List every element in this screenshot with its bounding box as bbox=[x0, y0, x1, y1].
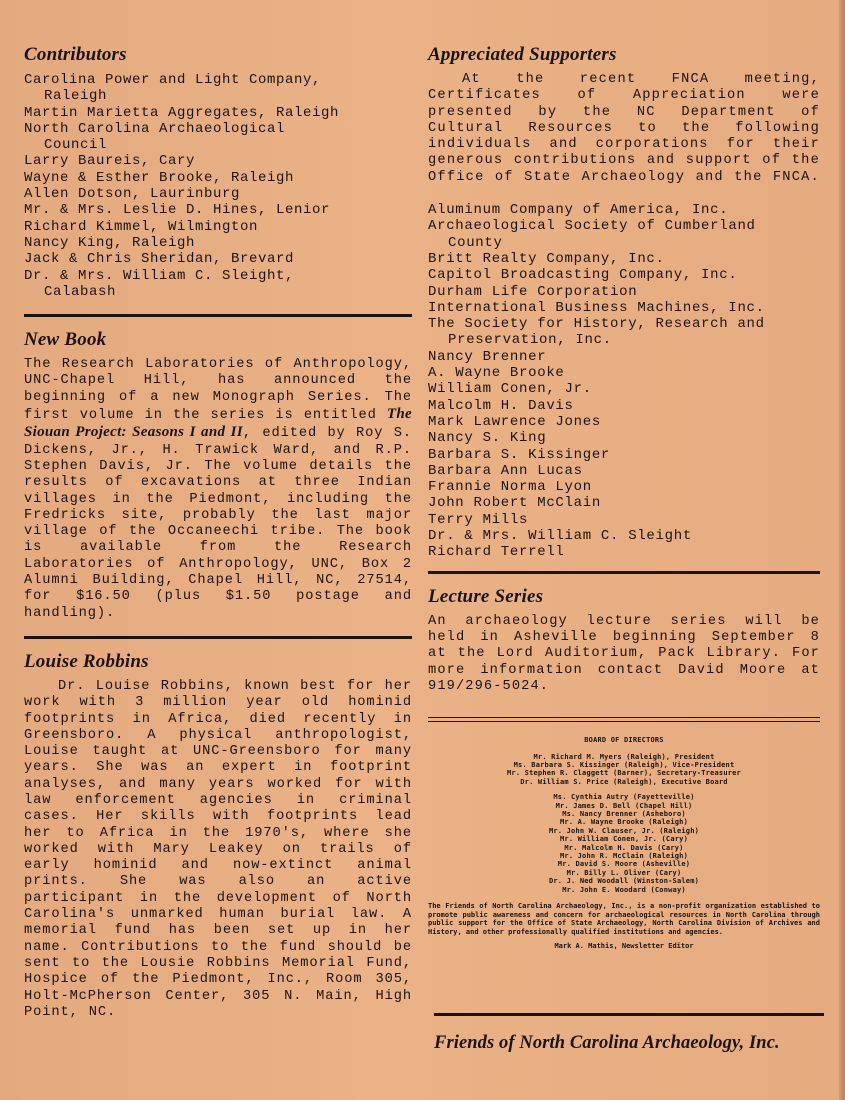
supporter-item-line: Durham Life Corporation bbox=[428, 283, 638, 300]
contributor-item-line: Nancy King, Raleigh bbox=[24, 234, 196, 251]
supporter-item bbox=[428, 284, 820, 300]
contributor-item-line: Carolina Power and Light Company, bbox=[24, 72, 322, 88]
supporter-item-line: Britt Realty Company, Inc. bbox=[428, 250, 665, 267]
board-member: Mr. John R. McClain (Raleigh) bbox=[559, 851, 689, 860]
contributor-item bbox=[24, 251, 412, 267]
contributor-item-line: Larry Baureis, Cary bbox=[24, 153, 196, 170]
supporter-item bbox=[428, 414, 820, 430]
board-officer: Mr. Richard M. Myers (Raleigh), President bbox=[533, 752, 715, 761]
contributor-item-line: Richard Kimmel, Wilmington bbox=[24, 218, 259, 235]
contributor-item-line: Martin Marietta Aggregates, Raleigh bbox=[24, 104, 340, 121]
supporter-item-continuation: County bbox=[448, 234, 503, 251]
supporter-item bbox=[428, 218, 820, 251]
supporter-item bbox=[428, 316, 820, 349]
contributor-item-continuation: Calabash bbox=[44, 283, 117, 300]
supporter-item-line: Barbara Ann Lucas bbox=[428, 462, 583, 479]
lecture-series-text: An archaeology lecture series will be held in Asheville beginning September 8 at the Lord Auditorium, Pack Library. For more information contact David Moore at 919/296-5024. bbox=[428, 613, 820, 694]
supporters-heading: Appreciated Supporters bbox=[428, 44, 617, 65]
supporter-item-line: Malcolm H. Davis bbox=[428, 397, 574, 414]
supporters-section bbox=[428, 44, 820, 561]
newsletter-editor: Mark A. Mathis, Newsletter Editor bbox=[554, 942, 694, 950]
louise-robbins-heading: Louise Robbins bbox=[24, 650, 149, 672]
louise-robbins-section bbox=[24, 651, 412, 1021]
supporter-item bbox=[428, 479, 820, 495]
contributor-item bbox=[24, 219, 412, 235]
contributor-item bbox=[24, 268, 412, 301]
supporter-item bbox=[428, 512, 820, 528]
supporter-item-line: William Conen, Jr. bbox=[428, 381, 592, 398]
new-book-text-before: The Research Laboratories of Anthropology, UNC-Chapel Hill, has announced the beginning of a new Monograph Series. The first volume in the series is entitled bbox=[24, 357, 412, 424]
lecture-series-section bbox=[428, 586, 820, 695]
left-column bbox=[24, 44, 412, 1021]
supporter-item-line: Nancy S. King bbox=[428, 430, 547, 447]
contributor-item-line: Jack & Chris Sheridan, Brevard bbox=[24, 251, 295, 268]
contributor-item-continuation: Raleigh bbox=[44, 88, 108, 105]
board-officers bbox=[428, 753, 820, 787]
section-divider bbox=[24, 314, 412, 317]
board-top-rule bbox=[428, 721, 820, 722]
contributor-item-continuation: Council bbox=[44, 137, 108, 154]
contributors-section bbox=[24, 44, 412, 300]
board-members bbox=[428, 793, 820, 894]
supporter-item bbox=[428, 267, 820, 283]
supporter-item-line: Frannie Norma Lyon bbox=[428, 479, 592, 496]
board-officer: Ms. Barbara S. Kissinger (Raleigh), Vice-President bbox=[513, 760, 735, 769]
board-officer: Dr. William S. Price (Raleigh), Executive Board bbox=[520, 777, 728, 786]
contributor-item-line: Allen Dotson, Laurinburg bbox=[24, 186, 241, 203]
contributor-item bbox=[24, 202, 412, 218]
new-book-text-after: , edited by Roy S. Dickens, Jr., H. Trawick Ward, and R.P. Stephen Davis, Jr. The volume details the results of excavations at three Indian villages in the Piedmont, including the Fredricks site, probably the last major village of the Occaneechi tribe. The book is available from the Research Laboratories of Anthropology, UNC, Box 2 Alumni Building, Chapel Hill, NC, 27514, for $16.50 (plus $1.50 postage and handling). bbox=[24, 426, 412, 621]
right-column bbox=[428, 44, 820, 950]
board-member: Ms. Nancy Brenner (Asheboro) bbox=[562, 809, 686, 818]
louise-robbins-text: Dr. Louise Robbins, known best for her work with 3 million year old hominid footprints in Africa, died recently in Greensboro. A physical anthropologist, Louise taught at UNC-Greensboro for many years. She was an expert in footprint analyses, and many years worked for with law enforcement agencies in criminal cases. Her skills with footprints lead her to Africa in the 1970's, where she worked with Mary Leakey on trails of early hominid and now-extinct animal prints. She was also an active participant in the development of North Carolina's unmarked human burial law. A memorial fund has been set up in her name. Contributions to the fund should be sent to the Lousie Robbins Memorial Fund, Hospice of the Piedmont, Inc., Room 305, Holt-McPherson Center, 305 N. Main, High Point, NC. bbox=[24, 678, 412, 1020]
board-member: Ms. Cynthia Autry (Fayetteville) bbox=[553, 793, 695, 802]
supporter-item bbox=[428, 430, 820, 446]
footer-rule bbox=[434, 1013, 824, 1016]
section-divider bbox=[428, 571, 820, 574]
supporter-item-line: International Business Machines, Inc. bbox=[428, 299, 765, 316]
supporter-item bbox=[428, 251, 820, 267]
board-officer: Mr. Stephen R. Claggett (Barner), Secretary-Treasurer bbox=[507, 769, 741, 778]
supporter-item-line: Barbara S. Kissinger bbox=[428, 446, 611, 463]
board-of-directors bbox=[428, 736, 820, 894]
board-member: Mr. David S. Moore (Asheville) bbox=[557, 860, 691, 869]
contributor-item bbox=[24, 186, 412, 202]
supporter-item bbox=[428, 381, 820, 397]
supporter-item-line: John Robert McClain bbox=[428, 495, 601, 512]
contributors-list bbox=[24, 72, 412, 300]
supporter-item bbox=[428, 349, 820, 365]
supporter-item-line: Aluminum Company of America, Inc. bbox=[428, 202, 729, 219]
supporter-item bbox=[428, 365, 820, 381]
section-divider bbox=[24, 636, 412, 639]
supporter-item-line: Mark Lawrence Jones bbox=[428, 413, 601, 430]
supporter-item-line: Archaeological Society of Cumberland bbox=[428, 218, 756, 235]
supporter-item bbox=[428, 447, 820, 463]
contributor-item bbox=[24, 72, 412, 105]
board-member: Mr. John W. Clauser, Jr. (Raleigh) bbox=[548, 826, 700, 835]
book-title: The Siouan Project: Seasons I and II bbox=[24, 406, 412, 441]
new-book-heading: New Book bbox=[24, 329, 107, 351]
supporter-item-line: Capitol Broadcasting Company, Inc. bbox=[428, 267, 738, 284]
board-member: Mr. A. Wayne Brooke (Raleigh) bbox=[559, 818, 689, 827]
supporter-item-line: The Society for History, Research and bbox=[428, 316, 765, 333]
supporter-item bbox=[428, 398, 820, 414]
contributor-item-line: Wayne & Esther Brooke, Raleigh bbox=[24, 169, 295, 186]
supporter-item-line: A. Wayne Brooke bbox=[428, 365, 565, 382]
supporter-item bbox=[428, 202, 820, 218]
board-heading: BOARD OF DIRECTORS bbox=[584, 736, 664, 745]
board-box bbox=[428, 717, 820, 950]
contributor-item bbox=[24, 235, 412, 251]
board-member: Mr. John E. Woodard (Conway) bbox=[562, 885, 686, 894]
supporter-item bbox=[428, 544, 820, 560]
supporter-item bbox=[428, 463, 820, 479]
contributor-item-line: Mr. & Mrs. Leslie D. Hines, Lenior bbox=[24, 202, 331, 219]
supporter-item-line: Terry Mills bbox=[428, 511, 529, 528]
supporter-item bbox=[428, 495, 820, 511]
supporters-list bbox=[428, 202, 820, 561]
supporters-intro: At the recent FNCA meeting, Certificates of Appreciation were presented by the NC Department of Cultural Resources to the following individuals and corporations for their generous contributions and support of the Office of State Archaeology and the FNCA. bbox=[428, 72, 820, 185]
supporter-item-line: Dr. & Mrs. William C. Sleight bbox=[428, 528, 692, 545]
supporter-item bbox=[428, 528, 820, 544]
footer-title: Friends of North Carolina Archaeology, Inc. bbox=[434, 1033, 780, 1053]
board-member: Mr. James D. Bell (Chapel Hill) bbox=[555, 801, 693, 810]
supporter-item-continuation: Preservation, Inc. bbox=[448, 332, 612, 349]
lecture-series-heading: Lecture Series bbox=[428, 585, 544, 607]
page-edge bbox=[839, 0, 845, 1100]
supporter-item-line: Nancy Brenner bbox=[428, 348, 547, 365]
board-member: Mr. William Conen, Jr. (Cary) bbox=[559, 835, 689, 844]
new-book-text bbox=[24, 357, 412, 622]
contributor-item bbox=[24, 121, 412, 154]
supporter-item bbox=[428, 300, 820, 316]
contributor-item bbox=[24, 170, 412, 186]
contributor-item bbox=[24, 153, 412, 169]
supporter-item-line: Richard Terrell bbox=[428, 544, 565, 561]
contributor-item bbox=[24, 105, 412, 121]
contributor-item-line: North Carolina Archaeological bbox=[24, 120, 286, 137]
new-book-section bbox=[24, 329, 412, 622]
board-member: Mr. Malcolm H. Davis (Cary) bbox=[564, 843, 684, 852]
contributor-item-line: Dr. & Mrs. William C. Sleight, bbox=[24, 267, 295, 284]
board-member: Mr. Billy L. Oliver (Cary) bbox=[566, 868, 682, 877]
board-member: Dr. J. Ned Woodall (Winston-Salem) bbox=[548, 877, 700, 886]
organization-description: The Friends of North Carolina Archaeology, Inc., is a non-profit organization established to promote public awareness and concern for archaeological resources in North Carolina through public support for the Office of State Archaeology, North Carolina Division of Archives and History, and other professionally qualified institutions and agencies. bbox=[428, 902, 820, 936]
contributors-heading: Contributors bbox=[24, 44, 127, 65]
